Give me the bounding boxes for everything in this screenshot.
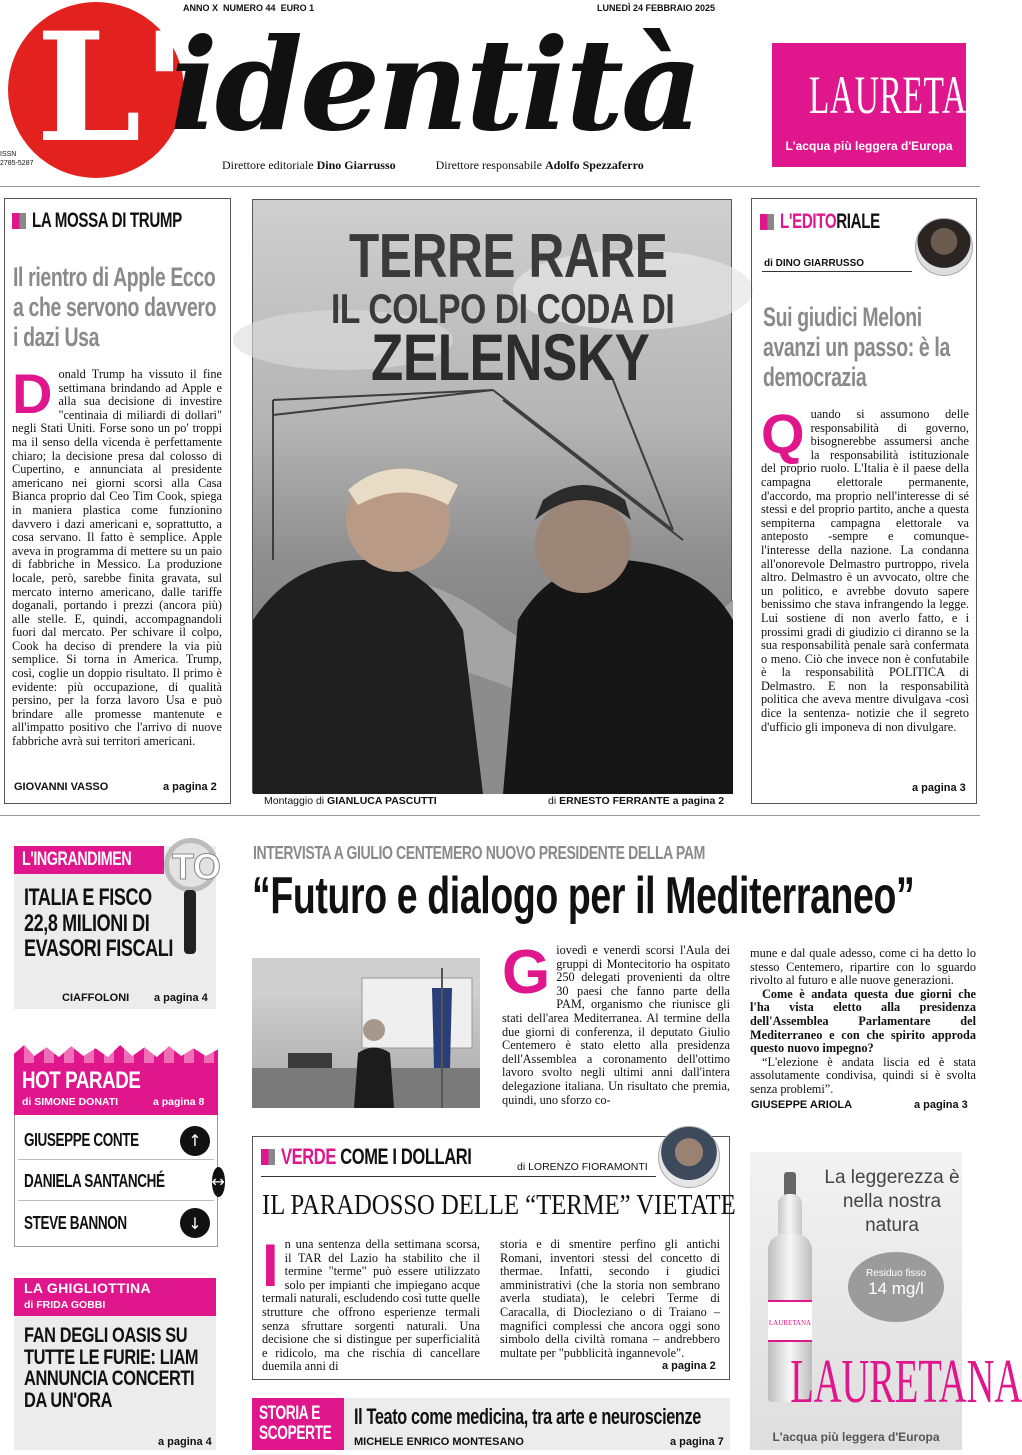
trump-page-link[interactable]: a pagina 2	[163, 781, 217, 793]
dropcap: I	[262, 1232, 279, 1299]
hotparade-item-name: STEVE BANNON	[24, 1212, 127, 1233]
arrow-down-icon: ↓	[180, 1208, 210, 1238]
editoriale-avatar	[915, 218, 973, 276]
cover-montage-name: GIANLUCA PASCUTTI	[327, 795, 437, 807]
editoriale-body-text: uando si assumono delle responsabilità di governo, bisognerebbe assumersi anche la responsabilità istituzionale del proprio ruolo. L'Italia è il paese della campagna elettorale permanente, d'accordo, ma proprio nell'interesse di sé stessi e del proprio partito, anche a questa sempiterna campagna elettorale va anteposto -sempre e comunque- l'interesse della nazione. La condanna all'onorevole Delmastro purtroppo, rivela altro. Delmastro è un avvocato, oltre che un politico, e avrebbe dovuto sapere benissimo che stava infrangendo la legge. Lui sostiene di non averlo fatto, e i prossimi gradi di giudizio ci diranno se la sua responsabilità penale sarà confermata o meno. Ciò che invece non è confutabile è la responsabilità POLITICA di Delmastro. E non la responsabilità politica che aveva mentre divulgava -così dice la sentenza- notizie che il segreto d'ufficio gli imponeva di non divulgare.	[761, 407, 969, 734]
hotparade-item[interactable]	[18, 1163, 225, 1201]
ad-bottom-lauretana[interactable]	[750, 1152, 1022, 1450]
ingrandimento-tag-end: TO	[172, 846, 221, 887]
cover-title-1: TERRE RARE	[349, 222, 668, 291]
trump-tag	[12, 209, 272, 233]
cover-title-2: IL COLPO DI CODA DI	[331, 285, 675, 332]
arrow-up-icon: ↑	[180, 1126, 210, 1156]
issue-number: NUMERO 44	[223, 3, 276, 13]
cover-author-label: di	[548, 795, 557, 807]
ghigliottina-page-link[interactable]: a pagina 4	[158, 1436, 212, 1448]
verde-tag-rest: COME I DOLLARI	[340, 1144, 472, 1169]
interview-question: Come è andata questa due giorni che l'ha vista eletto alla presidenza dell'Assemblea Parlamentare del Mediterraneo e con che spirito approda questo nuovo impegno?	[750, 986, 976, 1056]
interview-page-link[interactable]: a pagina 3	[914, 1099, 968, 1111]
editoriale-tag-label	[780, 210, 924, 234]
trump-author: GIOVANNI VASSO	[14, 781, 109, 793]
editoriale-byline-label: di	[764, 258, 773, 269]
cover-montage	[264, 795, 437, 807]
interview-col2	[750, 947, 976, 1097]
cover-montage-label: Montaggio di	[264, 795, 325, 807]
interview-col1-text: iovedì e venerdì scorsi l'Aula dei gruppi di Montecitorio ha ospitato 250 delegati provenienti da oltre 30 paesi che fanno parte della PAM, organismo che riunisce gli stati dell'area Mediterranea. Al termine della due giorni di conferenza, il deputato Giulio Centemero è stato eletto alla presidenza dell'Assemblea a coronamento dell'ottimo lavoro svolto negli ultimi anni dall'intera delegazione italiana. Un risultato che premia, quindi, uno sforzo co-	[502, 943, 730, 1107]
hotparade-page-link[interactable]: a pagina 8	[153, 1096, 205, 1108]
masthead-rule	[0, 186, 980, 187]
editoriale-headline[interactable]: Sui giudici Meloni avanzi un passo: è la democrazia	[763, 302, 950, 392]
verde-headline[interactable]: IL PARADOSSO DELLE “TERME” VIETATE	[262, 1189, 736, 1221]
dir-edit-label: Direttore editoriale	[222, 158, 314, 172]
hotparade-title: HOT PARADE	[22, 1067, 141, 1094]
ingrandimento-tag: L'INGRANDIMEN	[22, 849, 132, 870]
residuo-value: 14 mg/l	[868, 1279, 924, 1298]
trump-body-text: onald Trump ha vissuto il fine settimana brindando ad Apple e alla sua decisione di investire "centinaia di miliardi di dollari" negli Stati Uniti. Forse sono un po' troppi ma il senso della vicenda è perfettamente chiaro; la decisione presa dal colosso di Cupertino, e annunciata al presidente americano nei giorni scorsi alla Casa Bianca proprio dal Ceo Tim Cook, spiega in maniera plastica come funzionino davvero i dazi americani e, soprattutto, a cosa servano. Il fatto è semplice. Apple aveva in programma di mettere su un paio di fabbriche in Messico. La produzione locale, però, sarebbe finita gravata, sul mercato interno americano, dalle tariffe doganali, portando i prezzi (ancora più) alle stelle. E, quindi, accompagnandoli fuori dal mercato. Per schivare il colpo, Cook ha deciso di prendere la via più semplice. Si torna in America. Trump, così, coglie un doppio risultato. Il primo è evidente: più occupazione, di qualità persino, per la forza lavoro Usa e può brindare alle promesse mantenute e all'impatto positivo che l'arrivo di nuove fabbriche avrà sui territori americani.	[12, 367, 222, 749]
storia-page-link[interactable]: a pagina 7	[670, 1436, 724, 1448]
arrow-left-right-icon: ↔	[212, 1167, 225, 1197]
residuo-badge	[848, 1252, 944, 1322]
interview-headline[interactable]: “Futuro e dialogo per il Mediterraneo”	[252, 867, 915, 925]
verde-col1-text: n una sentenza della settimana scorsa, il TAR del Lazio ha stabilito che il termine "terme" può essere utilizzato solo per impianti che impiegano acque termali naturali, escludendo così tutte quelle strutture che offrono esperienze termali senza sfruttare sorgenti naturali. Una decisione che si distingue per superficialità e ridicolo, ma che rischia di cancellare duemila anni di	[262, 1237, 480, 1374]
interview-photo[interactable]	[252, 958, 480, 1108]
residuo-label: Residuo fisso	[865, 1268, 927, 1279]
editoriale-rule	[762, 271, 912, 272]
section-mark-icon	[760, 214, 774, 230]
bottle-label: LAURETANA	[768, 1300, 812, 1342]
cover-author: ERNESTO FERRANTE	[559, 795, 670, 807]
storia-tag: STORIA E SCOPERTE	[259, 1403, 332, 1444]
hotparade-item-name: GIUSEPPE CONTE	[24, 1130, 139, 1150]
ingrandimento-headline[interactable]: ITALIA E FISCO 22,8 MILIONI DI EVASORI FISCALI	[24, 884, 174, 962]
dropcap: D	[12, 362, 53, 425]
interview-kicker: INTERVISTA A GIULIO CENTEMERO NUOVO PRESIDENTE DELLA PAM	[253, 843, 705, 863]
hotparade-item[interactable]	[18, 1122, 214, 1160]
section-mark-icon	[261, 1149, 275, 1165]
dir-resp-name: Adolfo Spezzaferro	[544, 158, 644, 172]
interview-col1	[502, 938, 730, 1107]
logo-l: L'	[36, 0, 188, 176]
directors	[222, 158, 644, 173]
ingrandimento-author: CIAFFOLONI	[62, 992, 130, 1004]
editoriale-page-link[interactable]: a pagina 3	[912, 782, 966, 794]
verde-tag	[261, 1144, 561, 1170]
trump-tag-label: LA MOSSA DI TRUMP	[32, 209, 182, 232]
interview-author: GIUSEPPE ARIOLA	[751, 1099, 853, 1111]
storia-headline[interactable]: Il Teato come medicina, tra arte e neuroscienze	[354, 1404, 701, 1429]
storia-author: MICHELE ENRICO MONTESANO	[354, 1436, 524, 1448]
interview-col2-text: mune e dal quale adesso, come ci ha detto lo stesso Centemero, ripartire con lo sguardo rivolto al futuro e alle nuove generazioni.	[750, 946, 976, 988]
dropcap: G	[502, 938, 551, 1007]
ad-top-brand: LAURETANA	[808, 65, 1017, 125]
interview-answer: “L'elezione è andata liscia ed è stata assolutamente condivisa, quindi si è svolta senza problemi”.	[750, 1054, 976, 1096]
cover-byline	[548, 795, 724, 807]
dir-resp-label: Direttore responsabile	[435, 158, 542, 172]
magnifier-handle-icon	[184, 890, 196, 954]
verde-byline: di LORENZO FIORAMONTI	[517, 1161, 648, 1173]
ghigliottina-headline[interactable]: FAN DEGLI OASIS SU TUTTE LE FURIE: LIAM ANNUNCIA CONCERTI DA UN'ORA	[24, 1324, 199, 1412]
verde-avatar	[658, 1126, 720, 1188]
cover-page-link[interactable]: a pagina 2	[672, 795, 725, 807]
cover-photo[interactable]	[252, 199, 732, 793]
ad-top-lauretana[interactable]	[772, 43, 1017, 167]
hotparade-item[interactable]	[18, 1204, 214, 1242]
logo-identita: identità	[170, 11, 700, 159]
issn-label: ISSN	[0, 151, 17, 158]
verde-tag-label	[281, 1144, 491, 1170]
editoriale-byline	[764, 258, 864, 269]
hotparade-byline: di SIMONE DONATI	[22, 1096, 119, 1108]
trump-headline[interactable]: Il rientro di Apple Ecco a che servono davvero i dazi Usa	[13, 262, 217, 352]
issue-price: EURO 1	[280, 3, 315, 13]
ad-bottom-brand: LAURETANA	[790, 1348, 1022, 1416]
editoriale-body	[761, 402, 969, 734]
trump-body	[12, 362, 222, 749]
verde-tag-mag: VERDE	[281, 1144, 336, 1169]
editoriale-tag-mag: L'EDITO	[780, 210, 837, 233]
section-rule	[0, 815, 980, 816]
ingrandimento-page-link[interactable]: a pagina 4	[154, 992, 208, 1004]
editoriale-tag-rest: RIALE	[836, 210, 880, 233]
ad-bottom-line: La leggerezza è nella nostra natura	[824, 1167, 960, 1236]
issue-year: ANNO X	[183, 3, 219, 13]
interview-photo-illustration	[252, 958, 480, 1108]
cover-title-3: ZELENSKY	[371, 320, 650, 394]
issn	[0, 150, 33, 168]
issn-number: 2785-5287	[0, 160, 34, 167]
ghigliottina-title: LA GHIGLIOTTINA	[24, 1280, 151, 1296]
ghigliottina-byline: di FRIDA GOBBI	[24, 1299, 106, 1311]
verde-page-link[interactable]: a pagina 2	[662, 1360, 716, 1372]
dir-edit-name: Dino Giarrusso	[316, 158, 396, 172]
verde-col2: storia e di smentire perfino gli antichi Romani, inventori stessi del concetto di thermae. Infatti, secondo i giudici amministrativi (che la storia non sembrano averla studiata), le celebri Terme di Caracalla, di Diocleziano o di Traiano – magnifici complessi che ancora oggi sono simbolo della civiltà romana – andrebbero multate per "pubblicità ingannevole".	[500, 1237, 720, 1360]
editoriale-byline-name: DINO GIARRUSSO	[775, 258, 865, 269]
verde-col1	[262, 1232, 480, 1374]
hotparade-item-name: DANIELA SANTANCHÉ	[24, 1171, 165, 1191]
issue-date: LUNEDÌ 24 FEBBRAIO 2025	[597, 3, 716, 13]
dropcap: Q	[761, 402, 805, 465]
ad-top-tagline: L'acqua più leggera d'Europa	[785, 139, 953, 153]
ad-bottom-tagline: L'acqua più leggera d'Europa	[772, 1430, 940, 1444]
section-mark-icon	[12, 213, 26, 229]
verde-rule	[261, 1176, 656, 1177]
